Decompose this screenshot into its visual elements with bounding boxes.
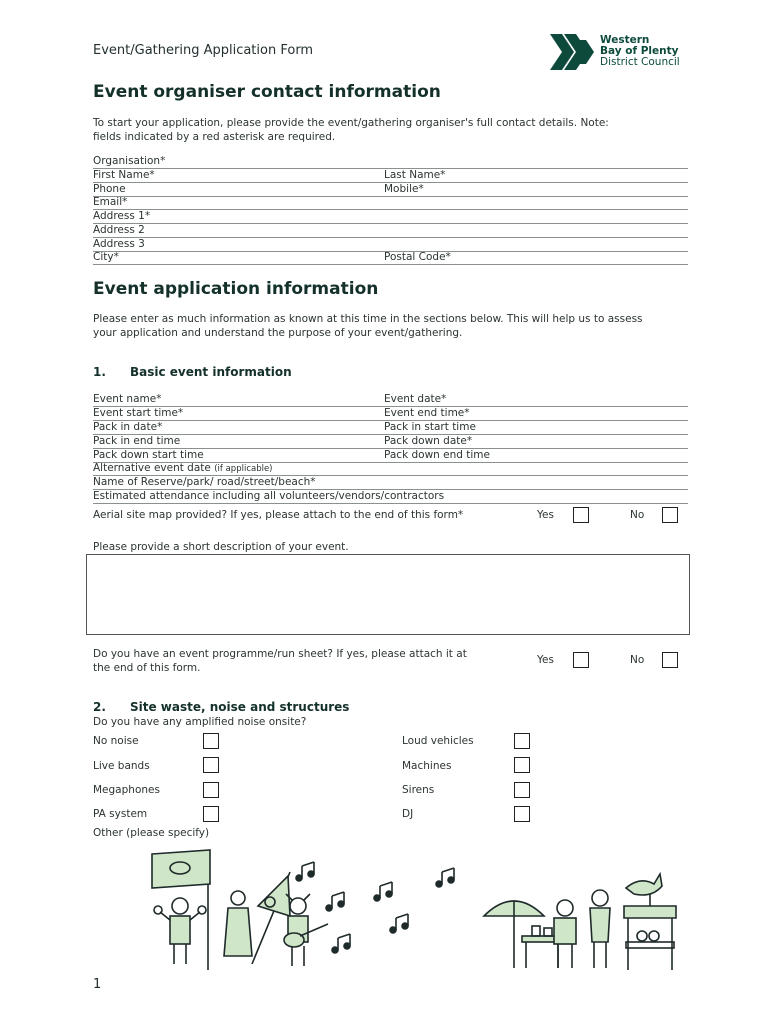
programme-no-checkbox[interactable]: [662, 652, 678, 668]
application-heading: Event application information: [93, 279, 379, 299]
opt-pa-system-label: PA system: [93, 808, 148, 820]
contact-intro: To start your application, please provide the event/gathering organiser's full contact details. Note: fields indicated by a red asterisk are required.: [93, 117, 609, 143]
programme-yes-checkbox[interactable]: [573, 652, 589, 668]
programme-yes-label: Yes: [537, 654, 554, 666]
application-intro: Please enter as much information as known at this time in the sections below. This will help us to assess your application and understand the purpose of your event/gathering.: [93, 313, 643, 339]
aerial-no-label: No: [630, 509, 645, 521]
pack-in-row[interactable]: Pack in date* Pack in start time: [93, 421, 688, 435]
contact-heading: Event organiser contact information: [93, 82, 441, 102]
opt-dj-checkbox[interactable]: [514, 806, 530, 822]
council-logo-text: Western Bay of Plenty District Council: [600, 34, 680, 68]
phone-row[interactable]: [93, 183, 688, 197]
section-2-title: 2. Site waste, noise and structures: [93, 700, 350, 714]
opt-loud-vehicles-label: Loud vehicles: [402, 735, 474, 747]
noise-question: Do you have any amplified noise onsite?: [93, 716, 307, 728]
address2-field[interactable]: Address 2: [93, 224, 688, 238]
aerial-yes-checkbox[interactable]: [573, 507, 589, 523]
opt-pa-system-checkbox[interactable]: [203, 806, 219, 822]
opt-loud-vehicles-checkbox[interactable]: [514, 733, 530, 749]
event-time-row[interactable]: Event start time* Event end time*: [93, 407, 688, 421]
opt-machines-label: Machines: [402, 760, 452, 772]
opt-megaphones-label: Megaphones: [93, 784, 160, 796]
programme-no-label: No: [630, 654, 645, 666]
organisation-field[interactable]: Organisation*: [93, 155, 688, 169]
postal-code-label: Postal Code*: [384, 251, 451, 263]
address3-field[interactable]: Address 3: [93, 238, 688, 252]
aerial-question: Aerial site map provided? If yes, please attach to the end of this form*: [93, 509, 464, 521]
city-row[interactable]: [93, 251, 688, 265]
pack-down-row[interactable]: Pack down start time Pack down end time: [93, 449, 688, 463]
form-title: Event/Gathering Application Form: [93, 43, 314, 58]
event-name-row[interactable]: Event name* Event date*: [93, 393, 688, 407]
last-name-label: Last Name*: [384, 169, 446, 181]
opt-sirens-checkbox[interactable]: [514, 782, 530, 798]
aerial-yes-label: Yes: [537, 509, 554, 521]
programme-question: Do you have an event programme/run sheet? If yes, please attach it at the end of this form.: [93, 648, 467, 674]
section-1-title: 1. Basic event information: [93, 365, 292, 379]
opt-dj-label: DJ: [402, 808, 414, 820]
alt-date-field[interactable]: Alternative event date (if applicable): [93, 462, 688, 476]
email-field[interactable]: Email*: [93, 196, 688, 210]
location-field[interactable]: Name of Reserve/park/ road/street/beach*: [93, 476, 688, 490]
name-row[interactable]: [93, 169, 688, 183]
mobile-label: Mobile*: [384, 183, 424, 195]
first-name-label: First Name*: [93, 169, 155, 181]
phone-label: Phone: [93, 183, 126, 195]
aerial-no-checkbox[interactable]: [662, 507, 678, 523]
city-label: City*: [93, 251, 119, 263]
council-logo-mark: [548, 32, 598, 72]
council-logo: [548, 32, 688, 72]
other-specify-field[interactable]: Other (please specify): [93, 827, 210, 839]
opt-live-bands-label: Live bands: [93, 760, 150, 772]
opt-megaphones-checkbox[interactable]: [203, 782, 219, 798]
opt-sirens-label: Sirens: [402, 784, 435, 796]
address1-field[interactable]: Address 1*: [93, 210, 688, 224]
event-illustration: [140, 846, 680, 974]
description-prompt: Please provide a short description of your event.: [93, 541, 349, 553]
attendance-field[interactable]: Estimated attendance including all volunteers/vendors/contractors: [93, 490, 688, 504]
opt-no-noise-label: No noise: [93, 735, 139, 747]
pack-in-end-row[interactable]: Pack in end time Pack down date*: [93, 435, 688, 449]
description-textarea[interactable]: [86, 554, 690, 635]
opt-no-noise-checkbox[interactable]: [203, 733, 219, 749]
opt-live-bands-checkbox[interactable]: [203, 757, 219, 773]
page-number: 1: [93, 977, 102, 992]
opt-machines-checkbox[interactable]: [514, 757, 530, 773]
